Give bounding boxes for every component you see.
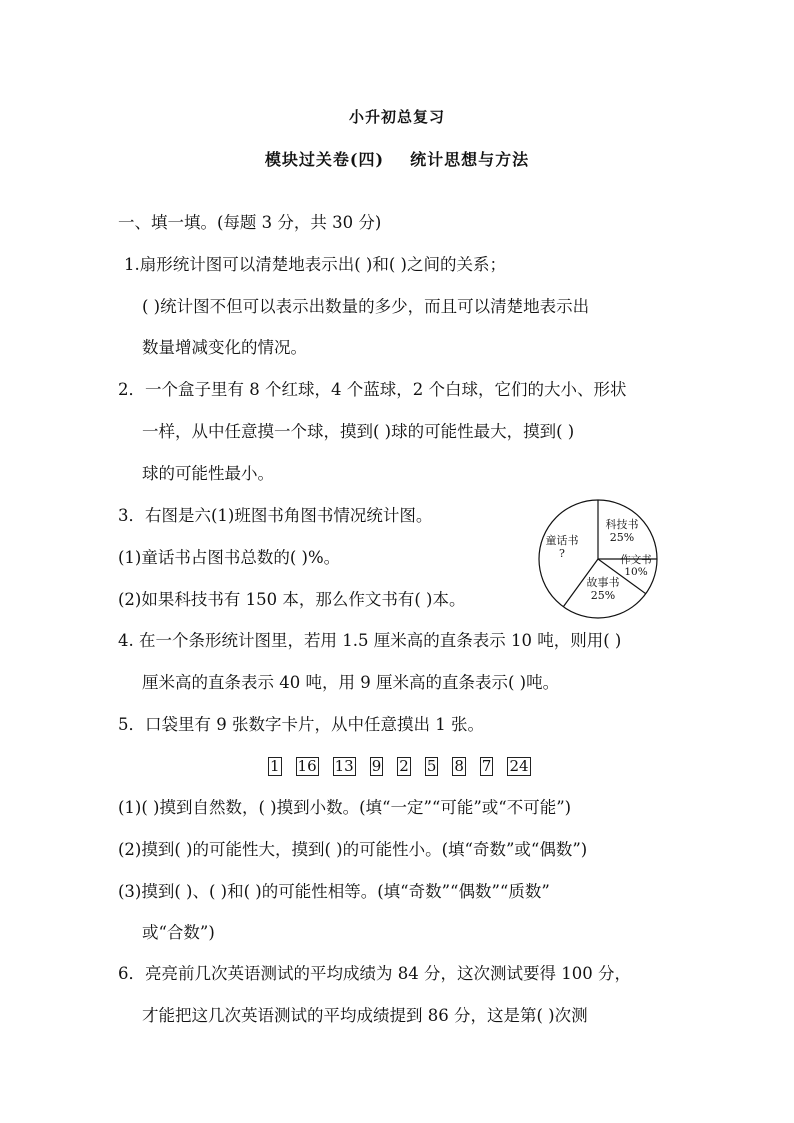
number-card: 24 xyxy=(509,757,529,775)
q2-line2: 一样，从中任意摸一个球，摸到( )球的可能性最大，摸到( ) xyxy=(142,422,575,441)
pie-label-keji-value: 25% xyxy=(609,531,635,544)
q5-sub3: (3)摸到( )、( )和( )的可能性相等。(填“奇数”“偶数”“质数” xyxy=(118,882,550,901)
q2-line1: 2．一个盒子里有 8 个红球，4 个蓝球，2 个白球，它们的大小、形状 xyxy=(118,380,627,399)
q6-line1: 6．亮亮前几次英语测试的平均成绩为 84 分，这次测试要得 100 分， xyxy=(118,964,631,983)
q1-line1: 1.扇形统计图可以清楚地表示出( )和( )之间的关系； xyxy=(124,255,506,274)
pie-chart xyxy=(536,498,666,620)
q5-sub2: (2)摸到( )的可能性大，摸到( )的可能性小。(填“奇数”或“偶数”) xyxy=(118,840,588,859)
pie-label-keji xyxy=(598,518,646,544)
pie-label-gushi xyxy=(578,576,628,602)
pie-label-zuowen-value: 10% xyxy=(624,566,648,578)
pie-label-zuowen xyxy=(616,554,656,578)
q4-line1: 4. 在一个条形统计图里，若用 1.5 厘米高的直条表示 10 吨，则用( ) xyxy=(118,631,622,650)
subtitle-part1: 模块过关卷(四) xyxy=(264,150,385,169)
page-subtitle xyxy=(0,147,794,170)
page-title: 小升初总复习 xyxy=(348,108,445,126)
pie-label-keji-name: 科技书 xyxy=(605,518,639,531)
q1-line3: 数量增减变化的情况。 xyxy=(142,338,307,357)
subtitle-part2: 统计思想与方法 xyxy=(410,150,530,169)
pie-label-gushi-name: 故事书 xyxy=(586,576,620,589)
pie-label-tonghua-name: 童话书 xyxy=(545,534,579,547)
q5-line1: 5．口袋里有 9 张数字卡片，从中任意摸出 1 张。 xyxy=(118,715,484,734)
number-cards xyxy=(268,756,545,776)
pie-label-zuowen-name: 作文书 xyxy=(620,554,652,566)
q5-sub4: 或“合数”) xyxy=(142,923,215,942)
pie-label-tonghua xyxy=(536,534,588,560)
q5-sub1: (1)( )摸到自然数，( )摸到小数。(填“一定”“可能”或“不可能”) xyxy=(118,798,572,817)
number-card: 13 xyxy=(334,757,354,775)
q1-line2: ( )统计图不但可以表示出数量的多少，而且可以清楚地表示出 xyxy=(142,297,590,316)
number-card: 2 xyxy=(399,757,409,775)
number-card: 8 xyxy=(454,757,464,775)
pie-label-gushi-value: 25% xyxy=(590,589,616,602)
q3-line2: (1)童话书占图书总数的( )%。 xyxy=(118,548,341,567)
q3-line1: 3．右图是六(1)班图书角图书情况统计图。 xyxy=(118,506,433,525)
number-card: 1 xyxy=(270,757,280,775)
number-card: 7 xyxy=(481,757,492,775)
section-heading: 一、填一填。(每题 3 分，共 30 分) xyxy=(118,213,382,232)
number-card: 5 xyxy=(426,757,437,775)
q3-line3: (2)如果科技书有 150 本，那么作文书有( )本。 xyxy=(118,590,466,609)
q6-line2: 才能把这几次英语测试的平均成绩提到 86 分，这是第( )次测 xyxy=(142,1006,588,1025)
pie-label-tonghua-value: ? xyxy=(559,547,565,560)
number-card: 16 xyxy=(297,757,317,775)
number-card: 9 xyxy=(371,757,382,775)
q2-line3: 球的可能性最小。 xyxy=(142,464,274,483)
q4-line2: 厘米高的直条表示 40 吨，用 9 厘米高的直条表示( )吨。 xyxy=(142,673,560,692)
